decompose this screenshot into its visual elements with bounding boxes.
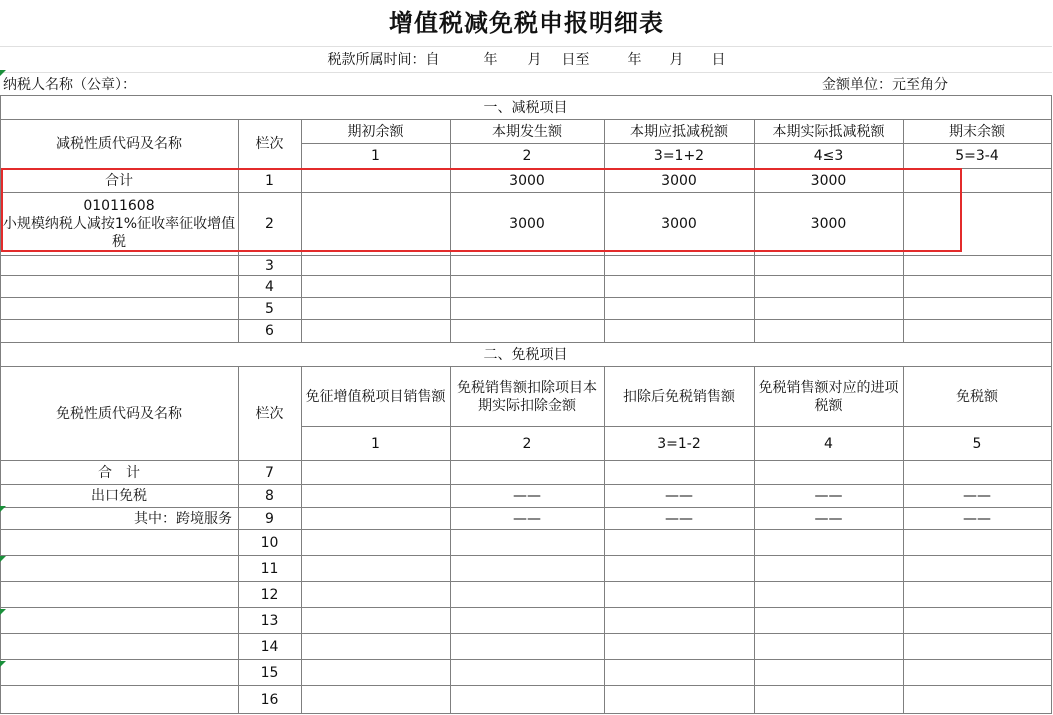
amount-cell [303,686,448,713]
tax-reduction-item [2,193,236,255]
tax-exemption-item [2,686,236,713]
amount-cell [756,582,901,607]
amount-cell [756,530,901,555]
period-year-start: 年 [483,52,498,68]
section1-column-header: 期初余额 [347,123,404,140]
tax-exemption-item: 合 计 [98,464,140,481]
grid-line [301,426,1052,427]
amount-cell: —— [963,488,991,504]
tax-exemption-item [2,634,236,659]
tax-exemption-item: 其中：跨境服务 [134,510,232,527]
tax-exemption-item [2,582,236,607]
amount-cell [303,508,448,529]
amount-cell: —— [665,488,693,504]
amount-cell [905,608,1049,633]
period-day-end: 日 [711,52,726,68]
amount-cell [303,608,448,633]
amount-cell [452,461,602,484]
section1-column-header: 本期应抵减税额 [630,123,728,140]
amount-cell: 3000 [509,172,545,189]
item-name: 小规模纳税人减按1%征收率征收增值税 [2,216,236,250]
section1-column-header: 本期实际抵减税额 [772,123,885,140]
section2-header-line: 栏次 [255,405,284,422]
amount-cell [756,556,901,581]
line-number: 10 [260,534,279,551]
amount-cell: —— [665,510,693,527]
period-month-start: 月 [527,52,542,68]
grid-line [0,95,1,714]
amount-cell [905,169,1049,192]
amount-cell [303,256,448,275]
line-number: 3 [265,257,274,274]
grid-line [604,119,605,343]
amount-cell [905,634,1049,659]
grid-line [903,366,904,714]
amount-cell [452,276,602,297]
cell-comment-marker [0,661,6,667]
amount-cell [606,660,752,685]
amount-cell [452,634,602,659]
amount-cell [303,582,448,607]
amount-cell [606,276,752,297]
amount-cell [606,582,752,607]
amount-cell [452,256,602,275]
amount-cell: —— [814,488,843,504]
tax-exemption-item [2,660,236,685]
amount-cell: 3000 [810,216,847,232]
section1-column-formula: 3=1+2 [653,148,705,164]
section2-column-header: 扣除后免税销售额 [623,388,735,405]
amount-cell [756,461,901,484]
amount-cell [905,320,1049,342]
amount-cell: 3000 [810,172,847,189]
period-label: 税款所属时间：自 [327,52,440,68]
amount-cell [756,634,901,659]
amount-cell [303,634,448,659]
grid-line [754,366,755,714]
section1-header-name: 减税性质代码及名称 [56,136,182,152]
period-year-end: 年 [627,52,642,68]
line-number: 5 [265,300,274,317]
amount-cell [606,461,752,484]
line-number: 11 [260,560,279,577]
period-month-end: 月 [669,52,684,68]
amount-cell [303,320,448,342]
amount-cell [756,660,901,685]
amount-cell [905,686,1049,713]
cell-comment-marker [0,70,6,76]
line-number: 9 [265,510,274,527]
amount-cell [452,556,602,581]
amount-cell [303,276,448,297]
line-number: 8 [265,488,274,504]
amount-cell [606,298,752,319]
section1-column-formula: 2 [522,148,532,164]
amount-cell [905,276,1049,297]
amount-unit-label: 金额单位：元至角分 [822,77,948,93]
tax-exemption-item [2,608,236,633]
grid-line [0,72,1052,73]
tax-exemption-item: 出口免税 [91,488,147,504]
grid-line [238,119,239,343]
section2-column-formula: 2 [522,435,532,452]
amount-cell [756,276,901,297]
amount-cell [606,634,752,659]
amount-cell [303,660,448,685]
cell-comment-marker [0,556,6,562]
amount-cell [452,582,602,607]
amount-cell: 3000 [661,172,697,189]
item-code: 01011608 [83,198,155,214]
line-number: 1 [265,172,274,189]
amount-cell [452,320,602,342]
amount-cell [905,298,1049,319]
tax-reduction-item: 合计 [105,172,133,189]
section1-column-header: 本期发生额 [492,123,562,140]
grid-line [301,119,302,343]
amount-cell [606,556,752,581]
amount-cell [303,485,448,507]
section2-column-header: 免征增值税项目销售额 [305,388,446,405]
section2-column-header: 免税额 [956,388,998,405]
section2-column-formula: 4 [824,435,833,452]
line-number: 7 [265,464,274,481]
amount-cell: —— [814,510,843,527]
amount-cell: —— [963,510,991,527]
amount-cell [303,530,448,555]
grid-line [450,119,451,343]
amount-cell [905,193,1049,255]
section2-column-header: 免税销售额扣除项目本期实际扣除金额 [457,379,597,414]
amount-cell: —— [513,488,541,504]
grid-line [0,713,1052,714]
amount-cell [606,686,752,713]
section2-column-formula: 3=1-2 [657,435,701,452]
amount-cell [452,298,602,319]
tax-reduction-item [2,256,236,275]
amount-cell [756,608,901,633]
section1-title: 一、减税项目 [483,99,568,116]
line-number: 14 [260,638,279,655]
amount-cell [756,686,901,713]
grid-line [903,119,904,343]
amount-cell [606,530,752,555]
section1-column-formula: 5=3-4 [955,148,999,164]
tax-period [0,48,1053,72]
period-day-start: 日至 [561,52,590,68]
amount-cell [452,686,602,713]
section1-column-formula: 4≤3 [813,148,844,164]
section2-title: 二、免税项目 [483,346,568,363]
amount-cell [303,298,448,319]
tax-reduction-item [2,298,236,319]
line-number: 2 [265,216,274,232]
section2-column-formula: 1 [371,435,380,452]
amount-cell [905,530,1049,555]
amount-cell: 3000 [661,216,697,232]
line-number: 13 [260,612,279,629]
tax-reduction-item [2,320,236,342]
line-number: 16 [260,691,279,708]
amount-cell [756,298,901,319]
amount-cell [756,256,901,275]
line-number: 4 [265,278,274,295]
amount-cell [905,256,1049,275]
amount-cell [303,193,448,255]
grid-line [238,366,239,714]
form-title: 增值税减免税申报明细表 [389,8,664,37]
grid-line [1051,95,1052,714]
taxpayer-name-label: 纳税人名称（公章）： [3,77,136,93]
amount-cell [452,608,602,633]
amount-cell: 3000 [509,216,545,232]
amount-cell [303,169,448,192]
line-number: 15 [260,664,279,681]
amount-cell [756,320,901,342]
section2-header-name: 免税性质代码及名称 [56,405,182,422]
amount-cell [452,660,602,685]
grid-line [604,366,605,714]
section1-header-line: 栏次 [255,136,284,152]
line-number: 6 [265,323,274,339]
amount-cell [905,556,1049,581]
section2-column-header: 免税销售额对应的进项税额 [758,379,899,414]
section1-column-header: 期末余额 [949,123,1005,140]
amount-cell [905,582,1049,607]
grid-line [754,119,755,343]
amount-cell [303,556,448,581]
grid-line [301,366,302,714]
amount-cell [452,530,602,555]
section1-column-formula: 1 [371,148,380,164]
amount-cell [606,256,752,275]
tax-reduction-item [2,276,236,297]
line-number: 12 [260,586,279,603]
grid-line [0,46,1052,47]
grid-line [450,366,451,714]
amount-cell: —— [513,510,541,527]
cell-comment-marker [0,609,6,615]
amount-cell [905,461,1049,484]
amount-cell [303,461,448,484]
cell-comment-marker [0,506,6,512]
tax-exemption-item [2,556,236,581]
section2-column-formula: 5 [972,435,982,452]
tax-exemption-item [2,530,236,555]
amount-cell [606,320,752,342]
grid-line [301,143,1052,144]
amount-cell [905,660,1049,685]
amount-cell [606,608,752,633]
